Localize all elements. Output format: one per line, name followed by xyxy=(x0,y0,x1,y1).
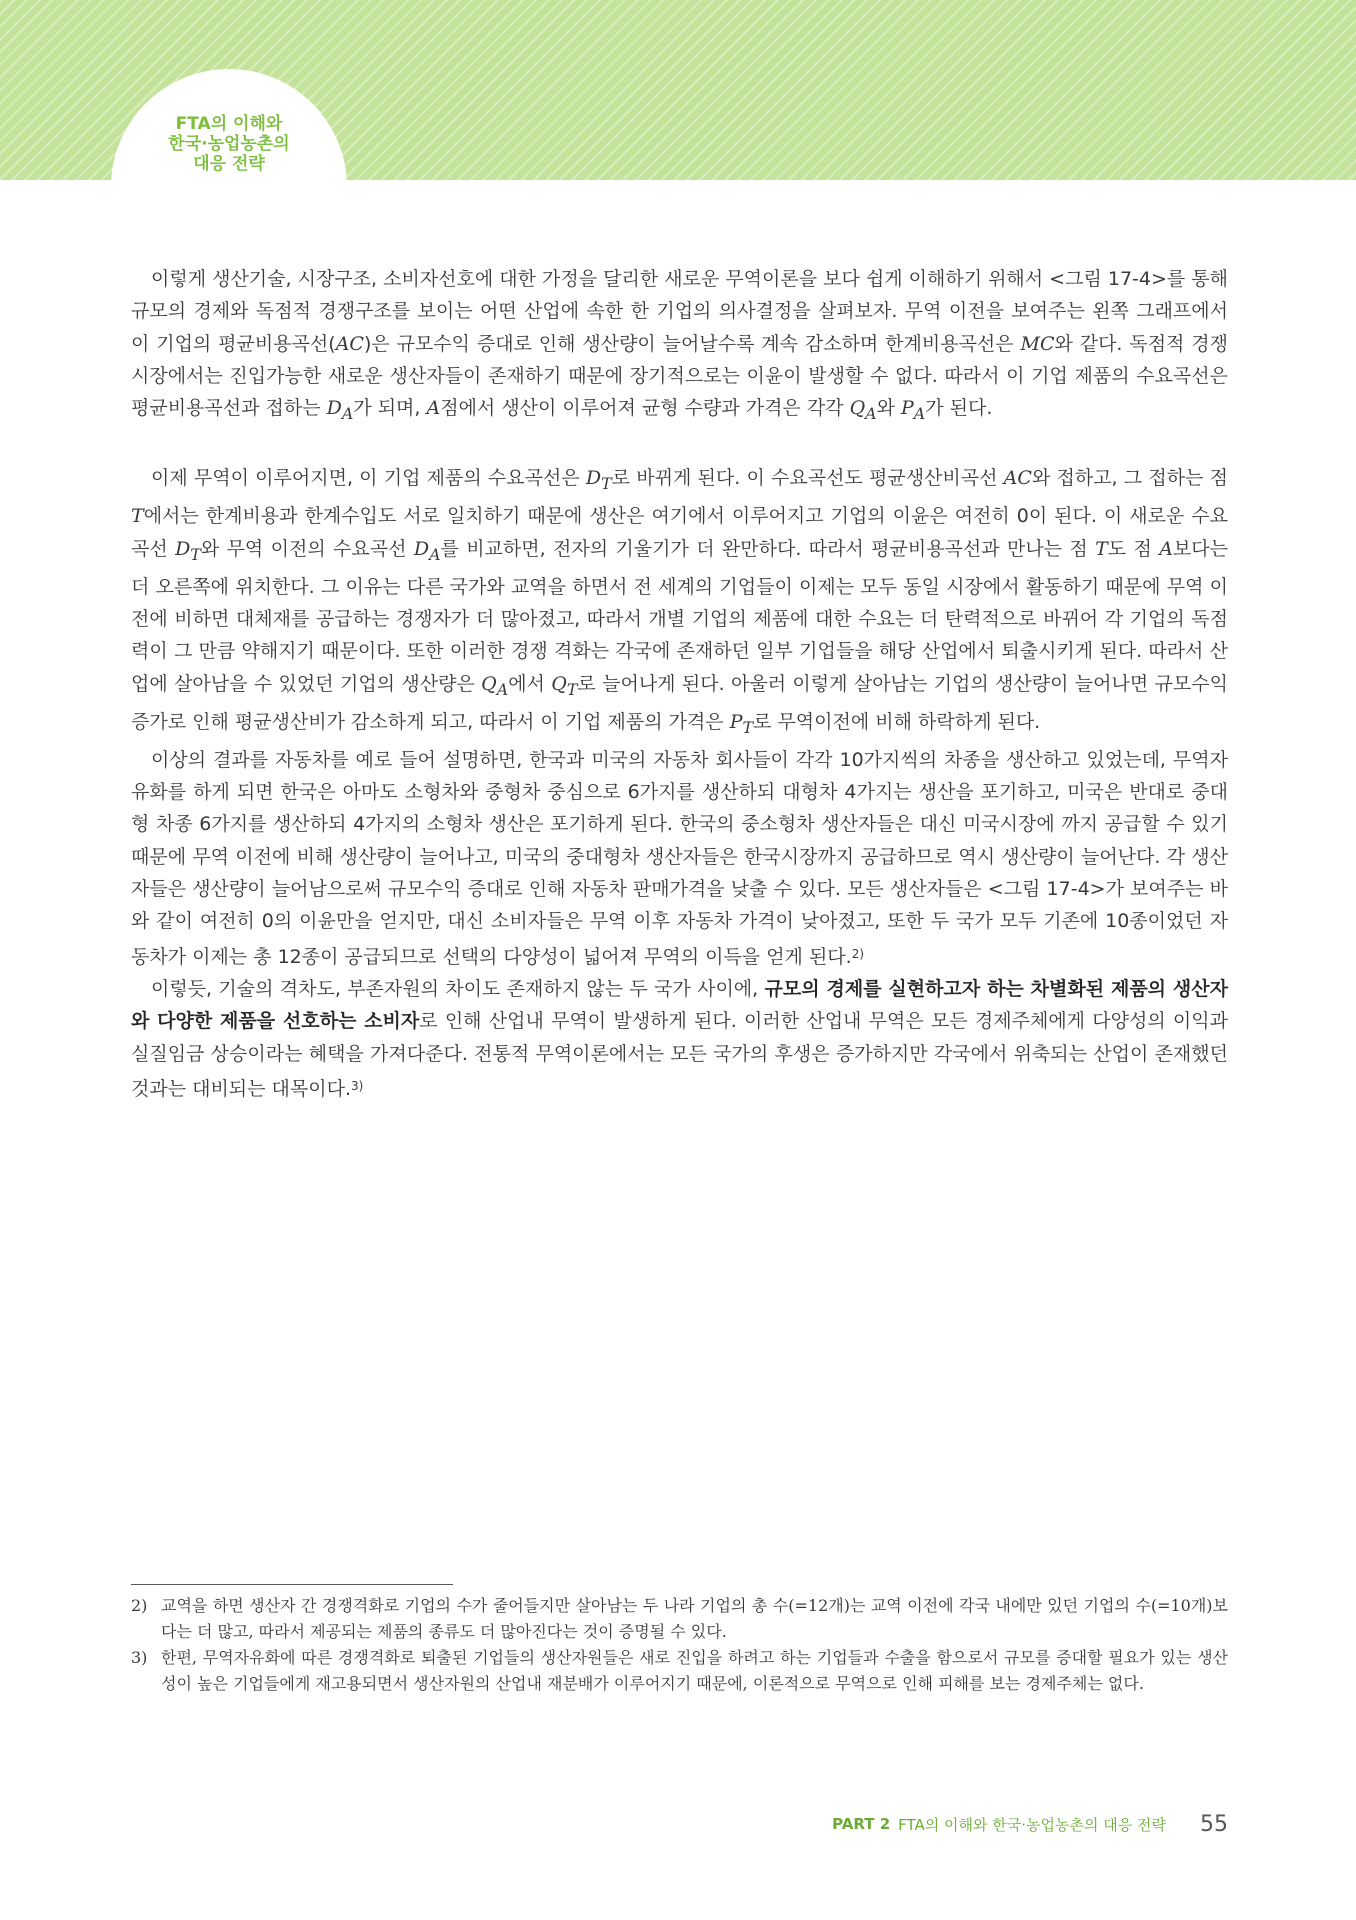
text-run: 로 바뀌게 된다. 이 수요곡선도 평균생산비곡선 xyxy=(611,467,1004,490)
math-subscript: A xyxy=(429,544,441,564)
paragraph-3 xyxy=(131,744,1228,973)
page-number: 55 xyxy=(1200,1811,1228,1837)
text-run: 와 무역 이전의 수요곡선 xyxy=(200,537,414,560)
text-run: 로 인해 산업내 무역이 발생하게 된다. 이러한 산업내 무역은 모든 경제주체에게 다양성의 이익과 실질임금 상승이라는 혜택을 가져다준다. 전통적 무역이론에서는 모든 국가의 후생은 증가하지만 각국에서 위축되는 산업이 존재했던 것과는 대비되는 대목이다. xyxy=(131,1010,1228,1100)
book-title-line: FTA의 이해와 xyxy=(175,114,283,134)
paragraph-4 xyxy=(131,973,1228,1105)
running-title: FTA의 이해와 한국·농업농촌의 대응 전략 xyxy=(898,1815,1166,1834)
footnote-number: 2) xyxy=(131,1596,148,1615)
math-subscript: T xyxy=(566,679,578,699)
main-text xyxy=(131,263,1228,1105)
book-title-line: 한국·농업농촌의 xyxy=(168,134,290,154)
footnote xyxy=(131,1645,1228,1697)
text-run: 이렇듯, 기술의 격차도, 부존자원의 차이도 존재하지 않는 두 국가 사이에, xyxy=(151,977,765,1000)
math-subscript: A xyxy=(496,679,509,699)
footnote-ref: 2) xyxy=(851,946,865,961)
book-title-line: 대응 전략 xyxy=(193,154,265,174)
text-run: 로 무역이전에 비해 하락하게 된다. xyxy=(753,710,1041,733)
text-run: 에서는 한계비용과 한계수입도 서로 일치하기 때문에 생산은 여기에서 이루어지고 기업의 이윤은 여전히 0이 된다. 이 새로운 수요곡선 xyxy=(131,505,1228,560)
math-symbol: AC xyxy=(335,332,364,355)
text-run: 이제 무역이 이루어지면, 이 기업 제품의 수요곡선은 xyxy=(151,467,586,490)
math-symbol: Q xyxy=(551,672,567,695)
math-symbol: T xyxy=(1095,537,1108,560)
text-run: 도 점 xyxy=(1107,537,1160,560)
math-symbol: P xyxy=(729,710,743,733)
math-symbol: A xyxy=(426,397,441,420)
paragraph-1 xyxy=(131,263,1228,430)
math-subscript: T xyxy=(742,717,754,737)
book-title xyxy=(111,114,347,174)
footnotes xyxy=(131,1593,1228,1697)
text-run: 에서 xyxy=(508,672,552,695)
paragraph-2 xyxy=(131,462,1228,744)
math-symbol: D xyxy=(585,467,602,490)
math-subscript: A xyxy=(913,403,926,423)
text-run: 이상의 결과를 자동차를 예로 들어 설명하면, 한국과 미국의 자동차 회사들이 각각 10가지씩의 차종을 생산하고 있었는데, 무역자유화를 하게 되면 한국은 아마도 소형차와 중형차 중심으로 6가지를 생산하되 대형차 4가지는 생산을 포기하고, 미국은 반대로 중대형 차종 6가지를 생산하되 4가지의 소형차 생산은 포기하게 된다. 한국의 중소형차 생산자들은 대신 미국시장에 까지 공급할 수 있기 때문에 무역 이전에 비해 생산량이 늘어나고, 미국의 중대형차 생산자들은 한국시장까지 공급하므로 역시 생산량이 늘어난다. 각 생산자들은 생산량이 늘어남으로써 규모수익 증대로 인해 자동차 판매가격을 낮출 수 있다. 모든 생산자들은 <그림 17-4>가 보여주는 바와 같이 여전히 0의 이윤만을 얻지만, 대신 소비자들은 무역 이후 자동차 가격이 낮아졌고, 또한 두 국가 모두 기존에 10종이었던 자동차가 이제는 총 12종이 공급되므로 선택의 다양성이 넓어져 무역의 이득을 얻게 된다. xyxy=(131,748,1228,968)
text-run: )은 규모수익 증대로 인해 생산량이 늘어날수록 계속 감소하며 한계비용곡선은 xyxy=(363,332,1021,355)
math-symbol: D xyxy=(326,397,342,420)
math-subscript: A xyxy=(865,403,877,423)
footnote-divider xyxy=(131,1584,453,1585)
text-run: 를 비교하면, 전자의 기울기가 더 완만하다. 따라서 평균비용곡선과 만나는 점 xyxy=(440,537,1096,560)
part-label: PART 2 xyxy=(832,1815,891,1833)
math-symbol: T xyxy=(131,505,144,528)
text-run: 점에서 생산이 이루어져 균형 수량과 가격은 각각 xyxy=(440,397,850,420)
text-run: 가 된다. xyxy=(925,397,993,420)
math-symbol: MC xyxy=(1020,332,1055,355)
text-run: 로 늘어나게 된다. 아울러 이렇게 살아남는 기업의 생산량이 늘어나면 규모수익 증가로 인해 평균생산비가 감소하게 되고, 따라서 이 기업 제품의 가격은 xyxy=(131,672,1228,733)
footnote-ref: 3) xyxy=(351,1078,364,1093)
text-run: 와 접하고, 그 접하는 점 xyxy=(1031,467,1228,490)
footnote-text: 교역을 하면 생산자 간 경쟁격화로 기업의 수가 줄어들지만 살아남는 두 나라 기업의 총 수(=12개)는 교역 이전에 각국 내에만 있던 기업의 수(=10개)보다는 더 많고, 따라서 제공되는 제품의 종류도 더 많아진다는 것이 증명될 수 있다. xyxy=(161,1596,1228,1641)
math-symbol: D xyxy=(413,537,430,560)
text-run: 가 되며, xyxy=(353,397,427,420)
text-run: 이렇게 생산기술, 시장구조, 소비자선호에 대한 가정을 달리한 새로운 무역이론을 보다 쉽게 이해하기 위해서 <그림 17-4>를 통해 규모의 경제와 독점적 경쟁구조를 보이는 어떤 산업에 속한 한 기업의 의사결정을 살펴보자. 무역 이전을 보여주는 왼쪽 그래프에서 이 기업의 평균비용곡선( xyxy=(131,268,1228,355)
math-symbol: D xyxy=(175,537,191,560)
math-subscript: T xyxy=(190,544,201,564)
text-run: 와 같다. 독점적 경쟁시장에서는 진입가능한 새로운 생산자들이 존재하기 때문에 장기적으로는 이윤이 발생할 수 없다. 따라서 이 기업 제품의 수요곡선은 평균비용곡선과 접하는 xyxy=(131,332,1228,420)
footnote-number: 3) xyxy=(131,1648,148,1667)
page-footer xyxy=(832,1810,1228,1838)
math-symbol: P xyxy=(901,397,914,420)
math-symbol: Q xyxy=(849,397,866,420)
math-subscript: T xyxy=(601,474,612,494)
math-symbol: AC xyxy=(1003,467,1032,490)
footnote-text: 한편, 무역자유화에 따른 경쟁격화로 퇴출된 기업들의 생산자원들은 새로 진입을 하려고 하는 기업들과 수출을 함으로서 규모를 증대할 필요가 있는 생산성이 높은 기업들에게 재고용되면서 생산자원의 산업내 재분배가 이루어지기 때문에, 이론적으로 무역으로 인해 피해를 보는 경제주체는 없다. xyxy=(161,1648,1228,1693)
math-symbol: A xyxy=(1159,537,1173,560)
emphasis-text: 규모의 경제를 실현하고자 하는 차별화된 제품의 생산자와 다양한 제품을 선호하는 소비자 xyxy=(131,977,1228,1033)
math-subscript: A xyxy=(341,403,354,423)
text-run: 보다는 더 오른쪽에 위치한다. 그 이유는 다른 국가와 교역을 하면서 전 세계의 기업들이 이제는 모두 동일 시장에서 활동하기 때문에 무역 이전에 비하면 대체재를 공급하는 경쟁자가 더 많아졌고, 따라서 개별 기업의 제품에 대한 수요는 더 탄력적으로 바뀌어 각 기업의 독점력이 그 만큼 약해지기 때문이다. 또한 이러한 경쟁 격화는 각국에 존재하던 일부 기업들을 해당 산업에서 퇴출시키게 된다. 따라서 산업에 살아남을 수 있었던 기업의 생산량은 xyxy=(131,537,1228,695)
math-symbol: Q xyxy=(481,672,497,695)
text-run: 와 xyxy=(876,397,901,420)
footnote xyxy=(131,1593,1228,1645)
